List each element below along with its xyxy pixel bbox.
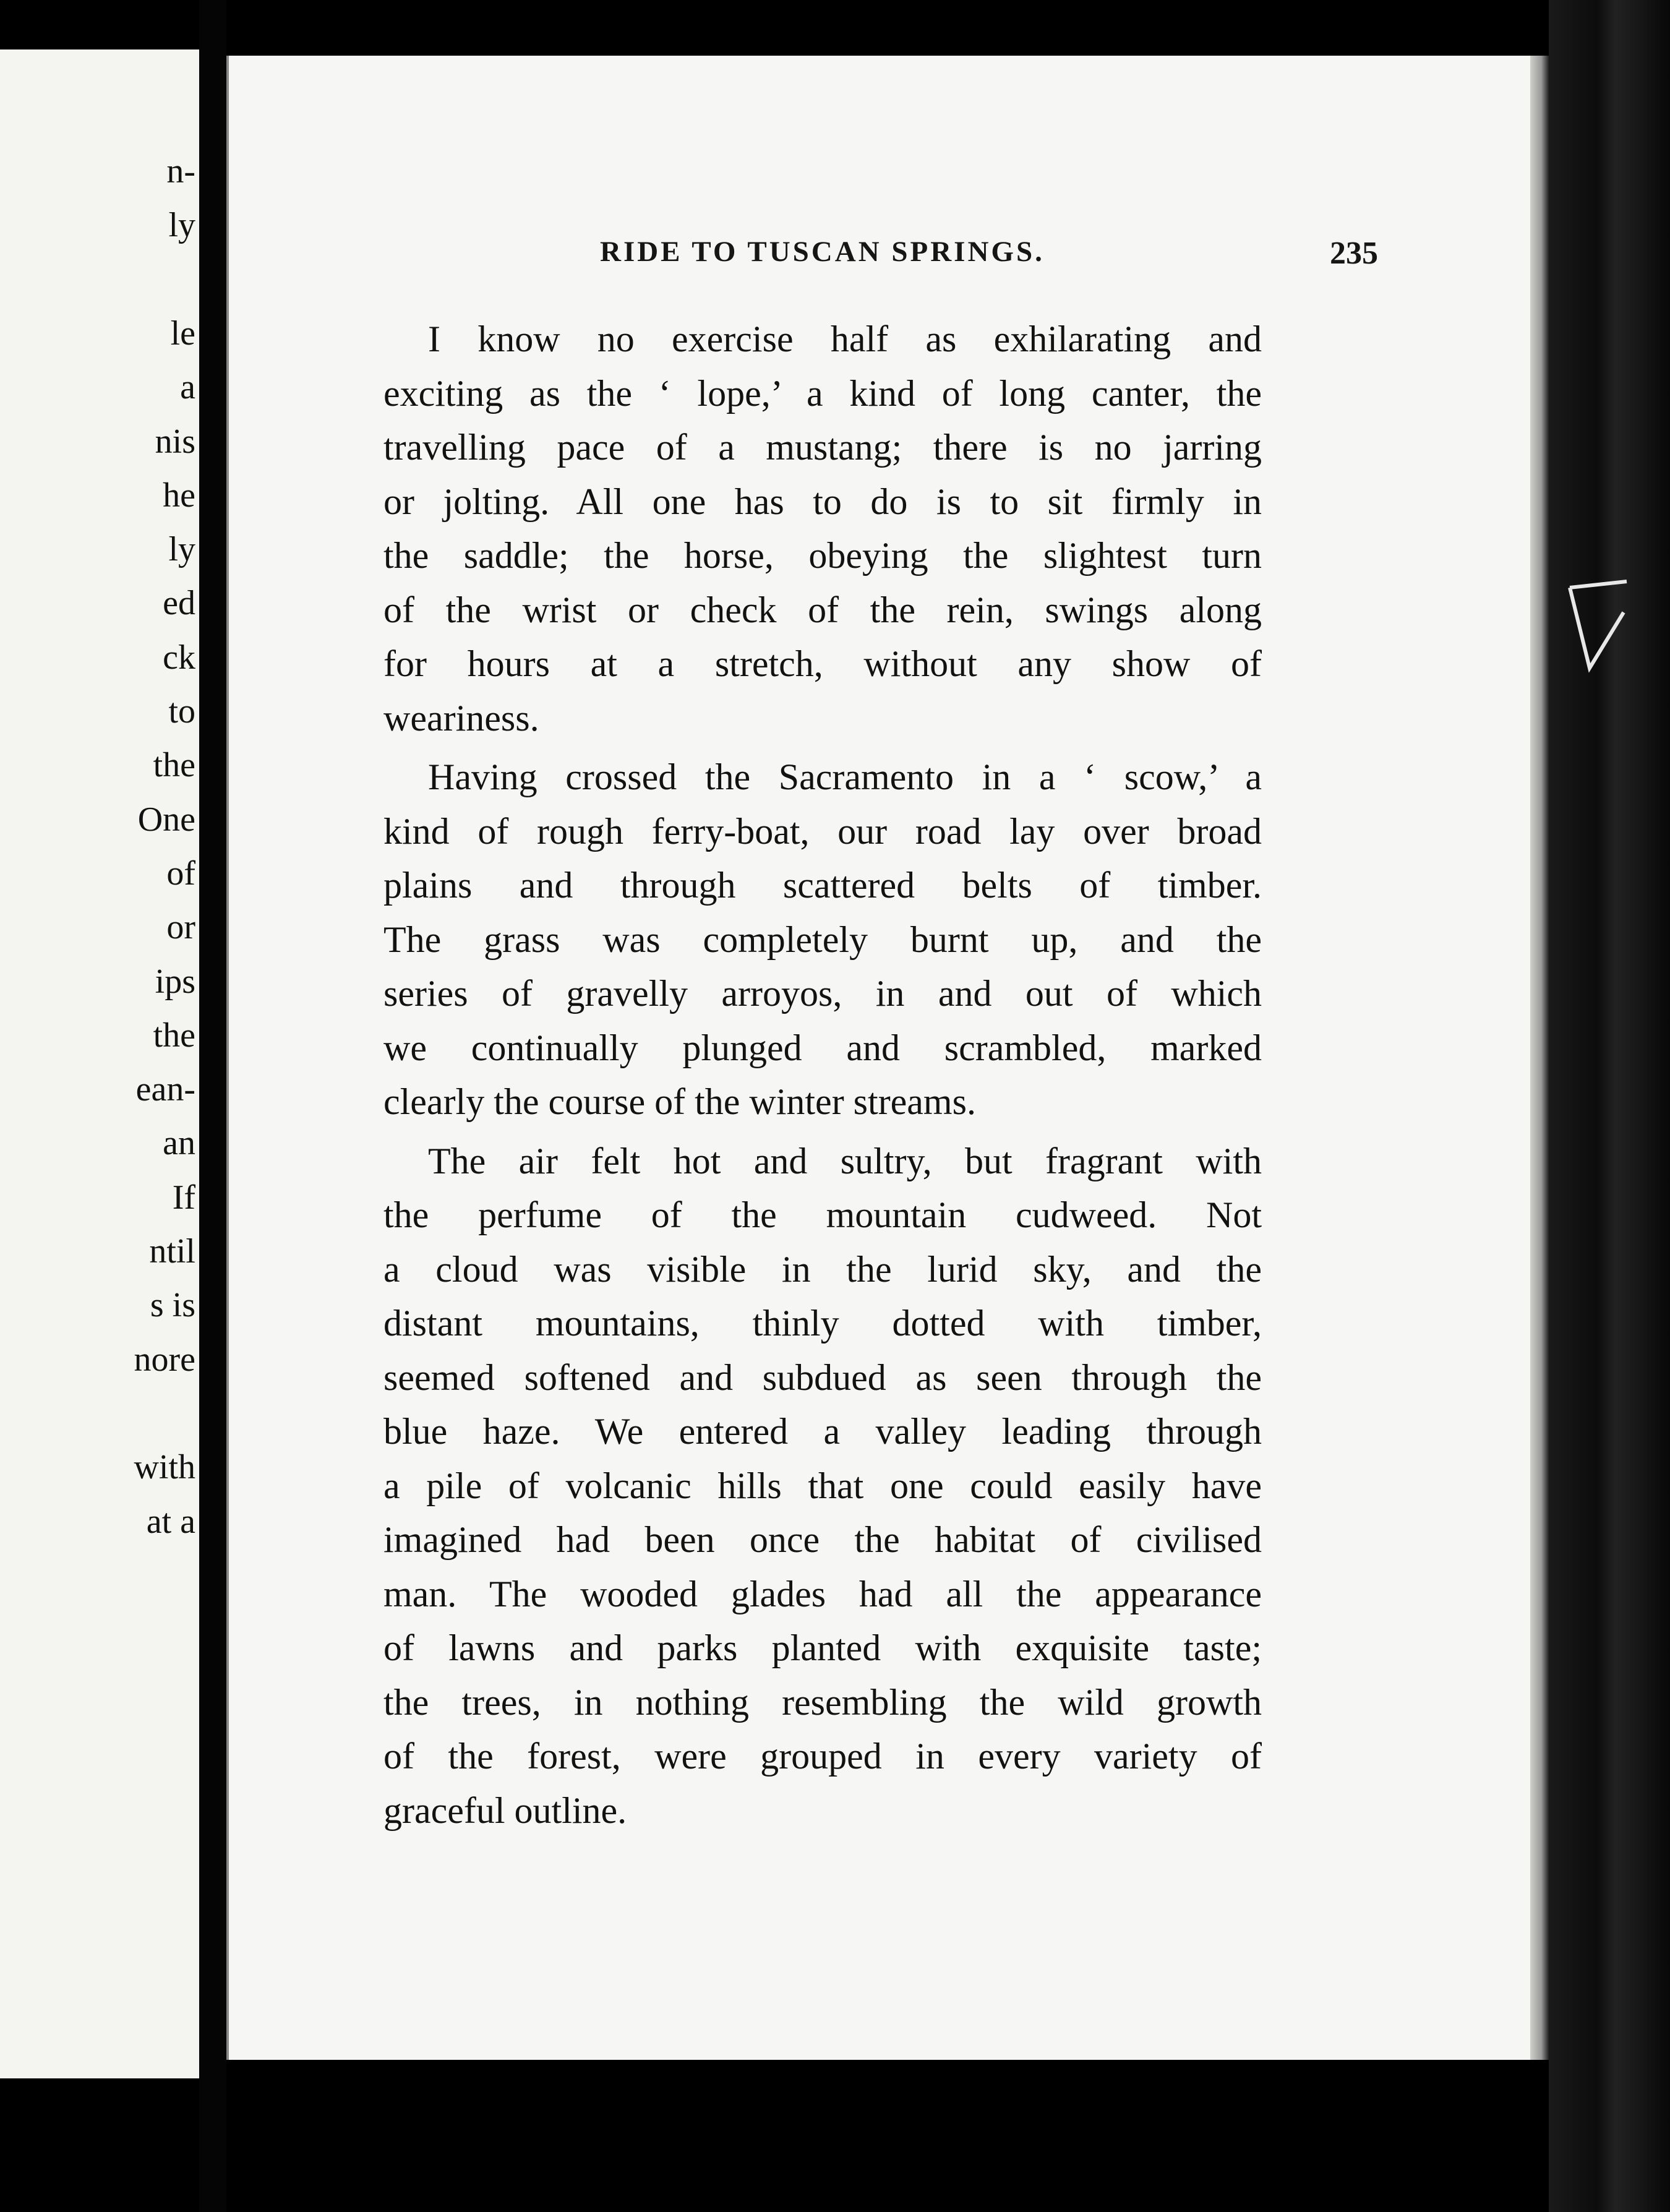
previous-page-line-fragment: s is <box>150 1286 195 1325</box>
text-line: exciting as the ‘ lope,’ a kind of long canter, the <box>383 372 1262 414</box>
previous-page-line-fragment: the <box>153 1016 195 1055</box>
paragraph <box>383 750 1262 1130</box>
previous-page-line-fragment: a <box>180 368 195 407</box>
text-line: of the forest, were grouped in every variety of <box>383 1736 1262 1777</box>
previous-page-line-fragment: at a <box>146 1502 195 1541</box>
text-line: The grass was completely burnt up, and the <box>383 919 1262 960</box>
previous-page-line-fragment: n- <box>166 152 195 191</box>
text-line: kind of rough ferry-boat, our road lay over broad <box>383 810 1262 852</box>
previous-page-line-fragment: with <box>134 1448 195 1487</box>
text-line: blue haze. We entered a valley leading through <box>383 1411 1262 1452</box>
text-line: a pile of volcanic hills that one could easily have <box>383 1465 1262 1506</box>
previous-page-line-fragment: ck <box>163 638 195 677</box>
text-line: of the wrist or check of the rein, swings along <box>383 589 1262 630</box>
previous-page-line-fragment: to <box>168 692 195 731</box>
previous-page-line-fragment: ean- <box>135 1070 195 1109</box>
body-text <box>383 312 1262 1843</box>
previous-page-line-fragment: If <box>172 1178 195 1217</box>
running-title: RIDE TO TUSCAN SPRINGS. <box>600 236 1045 268</box>
previous-page-fragment <box>0 49 199 2078</box>
previous-page-line-fragment: ly <box>168 530 195 569</box>
text-line: plains and through scattered belts of timber. <box>383 865 1262 906</box>
text-line: clearly the course of the winter streams. <box>383 1081 976 1122</box>
text-line: the perfume of the mountain cudweed. Not <box>383 1194 1262 1235</box>
previous-page-line-fragment: ntil <box>149 1232 195 1271</box>
previous-page-line-fragment: he <box>163 476 195 515</box>
text-line: seemed softened and subdued as seen through the <box>383 1357 1262 1398</box>
text-line: The air felt hot and sultry, but fragrant with <box>428 1140 1262 1181</box>
text-line: of lawns and parks planted with exquisite taste; <box>383 1627 1262 1668</box>
text-line: the trees, in nothing resembling the wild growth <box>383 1681 1262 1723</box>
paragraph <box>383 312 1262 745</box>
previous-page-line-fragment: ips <box>155 962 195 1001</box>
binding-mark-icon <box>1565 575 1633 674</box>
previous-page-line-fragment: an <box>163 1124 195 1163</box>
text-line: man. The wooded glades had all the appearance <box>383 1573 1262 1614</box>
text-line: a cloud was visible in the lurid sky, and the <box>383 1248 1262 1290</box>
page-gutter <box>199 0 226 2212</box>
page-edge <box>1530 56 1549 2060</box>
page-number: 235 <box>1330 236 1378 271</box>
text-line: distant mountains, thinly dotted with timber, <box>383 1303 1262 1344</box>
text-line: weariness. <box>383 697 539 739</box>
previous-page-line-fragment: One <box>137 800 195 839</box>
previous-page-line-fragment: ed <box>163 584 195 623</box>
text-line: series of gravelly arroyos, in and out of which <box>383 973 1262 1014</box>
text-line: Having crossed the Sacramento in a ‘ scow,’ a <box>428 757 1262 797</box>
book-page <box>226 56 1530 2060</box>
running-head <box>229 235 1533 285</box>
text-line: for hours at a stretch, without any show of <box>383 643 1262 684</box>
text-line: the saddle; the horse, obeying the slightest turn <box>383 535 1262 576</box>
previous-page-line-fragment: nore <box>134 1340 195 1379</box>
text-line: we continually plunged and scrambled, marked <box>383 1027 1262 1068</box>
text-line: graceful outline. <box>383 1790 627 1831</box>
previous-page-line-fragment: the <box>153 746 195 785</box>
book-binding <box>1549 0 1670 2212</box>
previous-page-line-fragment: le <box>170 314 195 353</box>
text-line: I know no exercise half as exhilarating and <box>428 319 1262 359</box>
previous-page-line-fragment: nis <box>155 422 195 461</box>
text-line: or jolting. All one has to do is to sit firmly in <box>383 481 1262 522</box>
text-line: travelling pace of a mustang; there is no jarring <box>383 427 1262 468</box>
previous-page-line-fragment: or <box>166 908 195 947</box>
text-line: imagined had been once the habitat of civilised <box>383 1519 1262 1560</box>
paragraph <box>383 1134 1262 1838</box>
previous-page-line-fragment: of <box>166 854 195 893</box>
previous-page-line-fragment: ly <box>168 206 195 245</box>
